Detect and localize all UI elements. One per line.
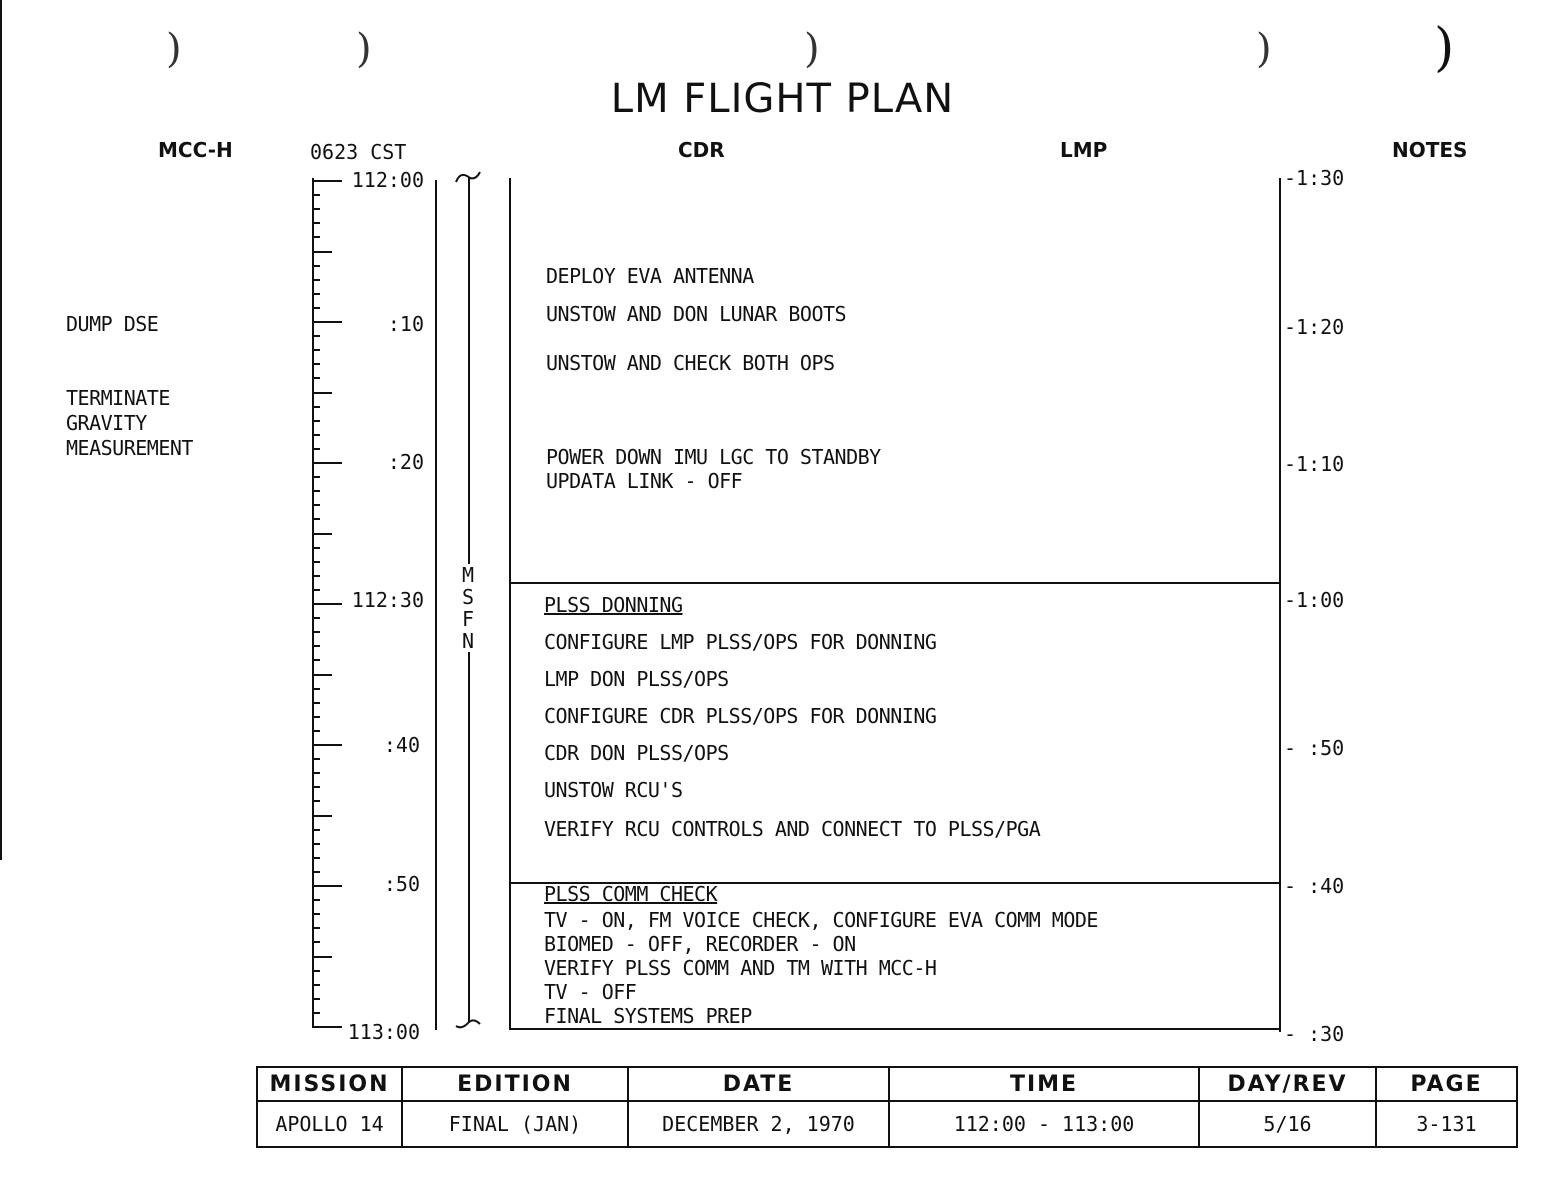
time-tick	[312, 589, 320, 591]
time-tick	[312, 293, 320, 295]
time-tick	[312, 307, 320, 309]
time-tick	[312, 420, 320, 422]
time-tick	[312, 406, 320, 408]
activity-biomed-off: BIOMED - OFF, RECORDER - ON	[544, 932, 856, 956]
time-tick	[312, 871, 320, 873]
time-tick	[312, 674, 332, 676]
time-label-20: :20	[387, 450, 424, 474]
time-label-112-30: 112:30	[351, 588, 424, 612]
activity-verify-rcu: VERIFY RCU CONTROLS AND CONNECT TO PLSS/PGA	[544, 817, 1041, 841]
activity-verify-plss-comm: VERIFY PLSS COMM AND TM WITH MCC-H	[544, 956, 937, 980]
activity-lmp-don-plss: LMP DON PLSS/OPS	[544, 667, 729, 691]
msfn-letter: M	[461, 563, 475, 587]
binder-hole-mark: )	[1256, 26, 1272, 72]
time-tick	[312, 434, 320, 436]
time-tick	[312, 335, 320, 337]
time-label-113-00: 113:00	[347, 1020, 420, 1044]
msfn-letter: F	[461, 607, 475, 631]
footer-value-row	[257, 1101, 1517, 1147]
countdown-label: -1:20	[1284, 315, 1345, 339]
footer-header-time: TIME	[889, 1067, 1199, 1101]
header-lmp: LMP	[1060, 138, 1108, 162]
activity-final-systems-prep: FINAL SYSTEMS PREP	[544, 1004, 752, 1028]
time-tick	[312, 970, 320, 972]
activity-unstow-rcus: UNSTOW RCU'S	[544, 778, 683, 802]
header-cdr: CDR	[678, 138, 725, 162]
time-tick	[312, 236, 320, 238]
time-tick	[312, 251, 332, 253]
time-tick	[312, 363, 320, 365]
time-tick	[312, 927, 320, 929]
time-tick	[312, 913, 320, 915]
activity-check-ops: UNSTOW AND CHECK BOTH OPS	[546, 351, 835, 375]
time-tick	[312, 659, 320, 661]
footer-page: 3-131	[1376, 1101, 1517, 1147]
time-tick	[312, 829, 320, 831]
header-notes: NOTES	[1392, 138, 1468, 162]
time-tick	[312, 392, 332, 394]
binder-hole-mark: )	[356, 26, 372, 72]
activity-cdr-don-plss: CDR DON PLSS/OPS	[544, 741, 729, 765]
activity-updata-link-off: UPDATA LINK - OFF	[546, 469, 743, 493]
footer-time: 112:00 - 113:00	[889, 1101, 1199, 1147]
footer-table	[256, 1066, 1518, 1148]
time-tick	[312, 688, 320, 690]
time-tick	[312, 377, 320, 379]
binder-hole-mark: )	[166, 26, 182, 72]
binder-hole-mark: )	[1434, 18, 1455, 78]
msfn-letter: N	[461, 629, 475, 653]
time-label-40: :40	[383, 733, 420, 757]
mcc-note-line: MEASUREMENT	[66, 436, 193, 460]
activity-heading-plss-donning: PLSS DONNING	[544, 593, 683, 617]
time-label-50: :50	[383, 872, 420, 896]
time-tick	[312, 998, 320, 1000]
time-tick	[312, 645, 320, 647]
activity-don-lunar-boots: UNSTOW AND DON LUNAR BOOTS	[546, 302, 847, 326]
time-tick	[312, 265, 320, 267]
time-column-divider	[435, 180, 437, 1030]
page-title: LM FLIGHT PLAN	[610, 76, 955, 122]
footer-header-day-rev: DAY/REV	[1199, 1067, 1376, 1101]
time-label-10: :10	[387, 312, 424, 336]
binder-hole-mark: )	[804, 26, 820, 72]
time-tick	[312, 843, 320, 845]
activity-box-right	[1279, 178, 1281, 1032]
msfn-label	[458, 564, 478, 652]
activity-box-left	[509, 178, 511, 1030]
footer-date: DECEMBER 2, 1970	[628, 1101, 889, 1147]
activity-tv-off: TV - OFF	[544, 980, 637, 1004]
time-tick	[312, 194, 320, 196]
time-tick	[312, 518, 320, 520]
time-tick	[312, 547, 320, 549]
time-tick	[312, 533, 332, 535]
activity-box-bottom	[509, 1028, 1281, 1030]
time-tick	[312, 575, 320, 577]
mcc-note-dump-dse: DUMP DSE	[66, 312, 159, 336]
footer-header-row	[257, 1067, 1517, 1101]
footer-header-edition: EDITION	[402, 1067, 628, 1101]
activity-configure-cdr-plss: CONFIGURE CDR PLSS/OPS FOR DONNING	[544, 704, 937, 728]
time-tick	[312, 941, 320, 943]
time-tick	[312, 956, 332, 958]
activity-divider-plss-donning	[509, 582, 1281, 584]
footer-edition: FINAL (JAN)	[402, 1101, 628, 1147]
time-tick	[312, 772, 320, 774]
footer-header-mission: MISSION	[257, 1067, 402, 1101]
time-tick	[312, 730, 320, 732]
time-tick	[312, 631, 320, 633]
header-mcc: MCC-H	[158, 138, 233, 162]
time-tick	[312, 800, 320, 802]
time-tick	[312, 490, 320, 492]
activity-deploy-eva-antenna: DEPLOY EVA ANTENNA	[546, 264, 754, 288]
time-tick	[312, 208, 320, 210]
time-tick	[312, 899, 320, 901]
time-tick	[312, 617, 320, 619]
time-tick	[312, 815, 332, 817]
countdown-label: - :30	[1284, 1022, 1345, 1046]
header-cst: 0623 CST	[310, 140, 407, 164]
time-label-112-00: 112:00	[351, 168, 424, 192]
mcc-note-terminate-gravity	[66, 386, 193, 461]
time-tick	[312, 476, 320, 478]
time-tick	[312, 857, 320, 859]
footer-header-date: DATE	[628, 1067, 889, 1101]
time-tick	[312, 222, 320, 224]
time-tick	[312, 349, 320, 351]
activity-power-down-imu: POWER DOWN IMU LGC TO STANDBY	[546, 445, 881, 469]
activity-configure-lmp-plss: CONFIGURE LMP PLSS/OPS FOR DONNING	[544, 630, 937, 654]
countdown-label: -1:10	[1284, 452, 1345, 476]
time-tick	[312, 279, 320, 281]
countdown-label: -1:00	[1284, 588, 1345, 612]
mcc-note-line: GRAVITY	[66, 411, 147, 435]
footer-mission: APOLLO 14	[257, 1101, 402, 1147]
countdown-label: - :50	[1284, 736, 1345, 760]
time-tick	[312, 1012, 320, 1014]
footer-day-rev: 5/16	[1199, 1101, 1376, 1147]
footer-header-page: PAGE	[1376, 1067, 1517, 1101]
time-tick	[312, 561, 320, 563]
time-tick	[312, 716, 320, 718]
activity-tv-on: TV - ON, FM VOICE CHECK, CONFIGURE EVA COMM MODE	[544, 908, 1098, 932]
time-tick	[312, 984, 320, 986]
time-tick	[312, 448, 320, 450]
time-tick	[312, 702, 320, 704]
time-tick	[312, 504, 320, 506]
countdown-label: - :40	[1284, 874, 1345, 898]
time-tick	[312, 786, 320, 788]
time-tick	[312, 758, 320, 760]
countdown-label: -1:30	[1284, 166, 1345, 190]
activity-heading-plss-comm-check: PLSS COMM CHECK	[544, 882, 718, 906]
page-edge-mark	[0, 0, 2, 860]
msfn-letter: S	[461, 585, 475, 609]
mcc-note-line: TERMINATE	[66, 386, 170, 410]
